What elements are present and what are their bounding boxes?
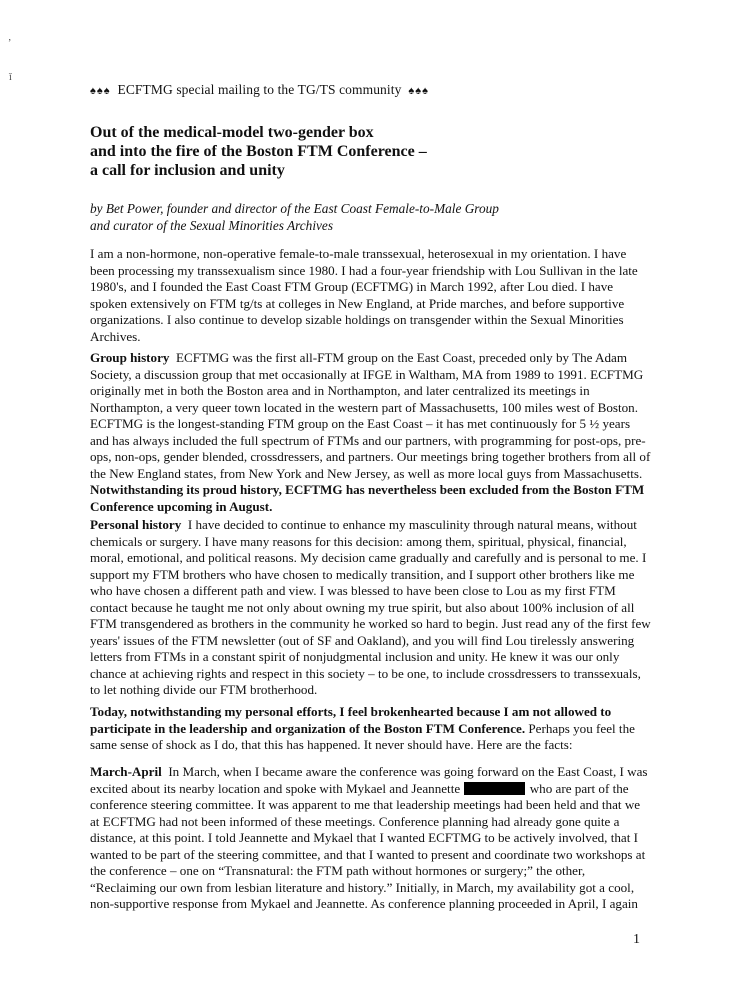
section-lead: March-April (90, 764, 162, 779)
paragraph-text: In March, when I became aware the conference was going forward on the East Coast, I was excited about its nearby location and spoke with Mykael and Jeannette (90, 764, 648, 796)
paragraph-text: ECFTMG was the first all-FTM group on the East Coast, preceded only by The Adam Society, a discussion group that met occasionally at IFGE in Waltham, MA from 1989 to 1991. ECFTMG originally met in both the Boston area and in Northampton, and later centralized its meetings in Northampton, a very queer town located in the western part of Massachusetts, 100 miles west of Boston. ECFTMG is the longest-standing FTM group on the East Coast – it has met continuously for 5 ½ years and has always included the full spectrum of FTMs and our partners, with programming for post-ops, pre-ops, non-ops, gender blended, crossdressers, and partners. Our meetings bring together brothers from all of the New England states, from New York and New Jersey, as well as more local guys from Massachusetts. (90, 350, 651, 481)
paragraph-march-april (90, 764, 652, 913)
paragraph-text: I have decided to continue to enhance my masculinity through natural means, without chemicals or surgery. I have many reasons for this decision: among them, spiritual, physical, financial, moral, emotional, and political reasons. My decision came gradually and carefully and is personal to me. I support my FTM brothers who have chosen to medically transition, and I support other brothers like me who have chosen a different path and view. I was blessed to have been close to Lou as my first FTM contact because he taught me not only about owning my true spirit, but also about 100% inclusion of all FTM transgendered as brothers in the community he worked so hard to begin. Just read any of the first few years' issues of the FTM newsletter (out of SF and Oakland), and you will find Lou tirelessly answering letters from FTMs in a constant spirit of nonjudgmental inclusion and unity. He knew it was our only chance at achieving rights and respect in this society – to be one, to include crossdressers to transsexuals, to let nothing divide our FTM brotherhood. (90, 517, 651, 697)
paragraph-today (90, 704, 652, 754)
spades-icon: ♠♠♠ (90, 85, 111, 97)
paragraph-text: I am a non-hormone, non-operative female-to-male transsexual, heterosexual in my orientation. I have been processing my transsexualism since 1980. I had a four-year friendship with Lou Sullivan in the late 1980's, and I founded the East Coast FTM Group (ECFTMG) in March 1992, after Lou died. I have spoken extensively on FTM tg/ts at colleges in New England, at Pride marches, and before supportive organizations. I also continue to develop sizable holdings on transgender within the Sexual Minorities Archives. (90, 246, 638, 344)
scan-speck: ’ (8, 38, 12, 49)
paragraph-text: Perhaps you feel the same sense of shock as I do, that this has happened. It never should have. Here are the facts: (90, 720, 635, 752)
redaction-bar (464, 782, 525, 795)
section-lead: Personal history (90, 517, 182, 532)
byline-line: and curator of the Sexual Minorities Archives (90, 218, 333, 233)
title-line: and into the fire of the Boston FTM Conference – (90, 143, 427, 160)
page-number: 1 (633, 932, 640, 947)
byline-line: by Bet Power, founder and director of the East Coast Female-to-Male Group (90, 201, 499, 216)
paragraph-text: who are part of the conference steering committee. It was apparent to me that leadership meetings had been held and that we at ECFTMG had not been informed of these meetings. Conference planning had already gone quite a distance, at this point. I told Jeannette and Mykael that I wanted ECFTMG to be actively involved, that I wanted to be part of the steering committee, and that I wanted to present and coordinate two workshops at the conference – one on “Transnatural: the FTM path without hormones or surgery;” the other, “Reclaiming our own from lesbian literature and history.” Initially, in March, my availability got a cool, non-supportive response from Mykael and Jeannette. As conference planning proceeded in April, I again (90, 780, 646, 911)
paragraph-intro (90, 246, 652, 345)
paragraph-group-history (90, 350, 652, 515)
title-line: Out of the medical-model two-gender box (90, 124, 374, 141)
scan-speck: ǐ (9, 72, 12, 83)
byline (90, 200, 650, 234)
spades-icon: ♠♠♠ (408, 85, 429, 97)
mailing-header (90, 82, 429, 98)
header-text: ECFTMG special mailing to the TG/TS community (117, 82, 402, 97)
paragraph-personal-history (90, 517, 652, 699)
paragraph-emphasis: Notwithstanding its proud history, ECFTMG has nevertheless been excluded from the Boston FTM Conference upcoming in August. (90, 482, 645, 514)
section-lead: Group history (90, 350, 170, 365)
title-line: a call for inclusion and unity (90, 162, 285, 179)
paragraph-emphasis: Today, notwithstanding my personal efforts, I feel brokenhearted because I am not allowed to participate in the leadership and organization of the Boston FTM Conference. (90, 704, 612, 736)
article-title (90, 123, 650, 180)
